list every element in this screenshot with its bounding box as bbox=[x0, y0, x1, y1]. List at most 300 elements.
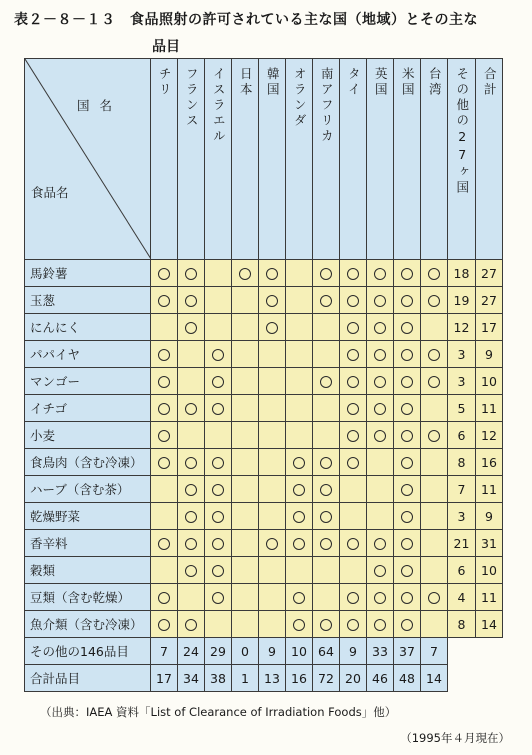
empty-cell bbox=[259, 584, 286, 611]
circle-mark-icon bbox=[401, 619, 413, 631]
summary-row bbox=[25, 638, 503, 665]
permitted-cell bbox=[421, 368, 448, 395]
column-header-label: フランス bbox=[184, 67, 200, 129]
row-label: 小麦 bbox=[25, 422, 151, 449]
table-row bbox=[25, 503, 503, 530]
circle-mark-icon bbox=[212, 592, 224, 604]
total-count: 17 bbox=[476, 314, 503, 341]
other-countries-count: 3 bbox=[448, 341, 476, 368]
permitted-cell bbox=[367, 611, 394, 638]
circle-mark-icon bbox=[185, 484, 197, 496]
circle-mark-icon bbox=[374, 403, 386, 415]
circle-mark-icon bbox=[401, 457, 413, 469]
circle-mark-icon bbox=[374, 268, 386, 280]
circle-mark-icon bbox=[185, 268, 197, 280]
table-row bbox=[25, 260, 503, 287]
column-header bbox=[259, 59, 286, 260]
row-label: 合計品目 bbox=[25, 665, 151, 692]
permitted-cell bbox=[313, 449, 340, 476]
empty-cell bbox=[313, 557, 340, 584]
empty-cell bbox=[286, 341, 313, 368]
circle-mark-icon bbox=[347, 349, 359, 361]
permitted-cell bbox=[421, 341, 448, 368]
summary-row bbox=[25, 665, 503, 692]
permitted-cell bbox=[340, 584, 367, 611]
circle-mark-icon bbox=[347, 592, 359, 604]
empty-cell bbox=[151, 476, 178, 503]
empty-cell bbox=[232, 557, 259, 584]
other-countries-count: 8 bbox=[448, 449, 476, 476]
summary-value: 38 bbox=[205, 665, 232, 692]
permitted-cell bbox=[286, 503, 313, 530]
table-row bbox=[25, 287, 503, 314]
column-header-label: 英国 bbox=[373, 67, 389, 98]
circle-mark-icon bbox=[401, 511, 413, 523]
circle-mark-icon bbox=[212, 376, 224, 388]
permitted-cell bbox=[367, 260, 394, 287]
circle-mark-icon bbox=[266, 322, 278, 334]
total-count: 12 bbox=[476, 422, 503, 449]
permitted-cell bbox=[394, 530, 421, 557]
empty-cell bbox=[151, 503, 178, 530]
permitted-cell bbox=[313, 287, 340, 314]
table-body bbox=[25, 260, 503, 692]
blank-cell bbox=[448, 665, 476, 692]
circle-mark-icon bbox=[374, 295, 386, 307]
total-count: 9 bbox=[476, 503, 503, 530]
total-count: 31 bbox=[476, 530, 503, 557]
empty-cell bbox=[367, 503, 394, 530]
table-row bbox=[25, 422, 503, 449]
corner-country-label: 国名 bbox=[76, 98, 122, 113]
circle-mark-icon bbox=[374, 619, 386, 631]
column-header bbox=[178, 59, 205, 260]
empty-cell bbox=[205, 260, 232, 287]
empty-cell bbox=[286, 287, 313, 314]
circle-mark-icon bbox=[293, 457, 305, 469]
permitted-cell bbox=[340, 314, 367, 341]
column-header bbox=[421, 59, 448, 260]
permitted-cell bbox=[151, 395, 178, 422]
circle-mark-icon bbox=[320, 376, 332, 388]
summary-value: 14 bbox=[421, 665, 448, 692]
empty-cell bbox=[178, 422, 205, 449]
circle-mark-icon bbox=[320, 538, 332, 550]
permitted-cell bbox=[178, 260, 205, 287]
diagonal-line bbox=[25, 59, 151, 259]
permitted-cell bbox=[151, 260, 178, 287]
empty-cell bbox=[340, 503, 367, 530]
permitted-cell bbox=[178, 395, 205, 422]
empty-cell bbox=[232, 611, 259, 638]
permitted-cell bbox=[340, 260, 367, 287]
permitted-cell bbox=[394, 314, 421, 341]
other-countries-count: 19 bbox=[448, 287, 476, 314]
permitted-cell bbox=[367, 584, 394, 611]
circle-mark-icon bbox=[266, 268, 278, 280]
circle-mark-icon bbox=[428, 592, 440, 604]
circle-mark-icon bbox=[293, 511, 305, 523]
circle-mark-icon bbox=[347, 268, 359, 280]
permitted-cell bbox=[394, 422, 421, 449]
summary-value: 29 bbox=[205, 638, 232, 665]
circle-mark-icon bbox=[320, 484, 332, 496]
total-count: 14 bbox=[476, 611, 503, 638]
blank-cell bbox=[476, 638, 503, 665]
circle-mark-icon bbox=[401, 376, 413, 388]
circle-mark-icon bbox=[212, 403, 224, 415]
permitted-cell bbox=[394, 368, 421, 395]
empty-cell bbox=[286, 314, 313, 341]
permitted-cell bbox=[151, 530, 178, 557]
column-header bbox=[151, 59, 178, 260]
circle-mark-icon bbox=[158, 295, 170, 307]
empty-cell bbox=[232, 314, 259, 341]
empty-cell bbox=[421, 530, 448, 557]
summary-value: 20 bbox=[340, 665, 367, 692]
permitted-cell bbox=[367, 368, 394, 395]
empty-cell bbox=[313, 422, 340, 449]
permitted-cell bbox=[367, 422, 394, 449]
table-row bbox=[25, 314, 503, 341]
other-countries-count: 12 bbox=[448, 314, 476, 341]
permitted-cell bbox=[178, 530, 205, 557]
empty-cell bbox=[205, 611, 232, 638]
summary-value: 33 bbox=[367, 638, 394, 665]
empty-cell bbox=[367, 476, 394, 503]
empty-cell bbox=[421, 611, 448, 638]
permitted-cell bbox=[178, 503, 205, 530]
column-header-label: 合計 bbox=[482, 67, 498, 98]
empty-cell bbox=[232, 476, 259, 503]
circle-mark-icon bbox=[185, 619, 197, 631]
row-label: 豆類（含む乾燥） bbox=[25, 584, 151, 611]
summary-value: 7 bbox=[151, 638, 178, 665]
column-header-label: 日本 bbox=[238, 67, 254, 98]
permitted-cell bbox=[340, 287, 367, 314]
summary-value: 17 bbox=[151, 665, 178, 692]
permitted-cell bbox=[394, 341, 421, 368]
row-label: 魚介類（含む冷凍） bbox=[25, 611, 151, 638]
column-header-label: オランダ bbox=[292, 67, 308, 129]
permitted-cell bbox=[313, 368, 340, 395]
circle-mark-icon bbox=[347, 619, 359, 631]
permitted-cell bbox=[232, 260, 259, 287]
source-note: （出典：IAEA 資料「List of Clearance of Irradiation Foods」他） bbox=[40, 705, 397, 719]
circle-mark-icon bbox=[374, 538, 386, 550]
circle-mark-icon bbox=[347, 403, 359, 415]
corner-food-label: 食品名 bbox=[31, 185, 69, 200]
circle-mark-icon bbox=[185, 511, 197, 523]
table-row bbox=[25, 530, 503, 557]
circle-mark-icon bbox=[347, 295, 359, 307]
column-header-label: 米国 bbox=[400, 67, 416, 98]
column-header bbox=[448, 59, 476, 260]
permitted-cell bbox=[394, 503, 421, 530]
column-header-label: 台湾 bbox=[427, 67, 443, 98]
circle-mark-icon bbox=[293, 538, 305, 550]
circle-mark-icon bbox=[401, 565, 413, 577]
total-count: 11 bbox=[476, 395, 503, 422]
circle-mark-icon bbox=[347, 457, 359, 469]
permitted-cell bbox=[421, 584, 448, 611]
summary-value: 46 bbox=[367, 665, 394, 692]
empty-cell bbox=[259, 557, 286, 584]
circle-mark-icon bbox=[401, 538, 413, 550]
permitted-cell bbox=[313, 503, 340, 530]
other-countries-count: 6 bbox=[448, 422, 476, 449]
permitted-cell bbox=[151, 341, 178, 368]
total-count: 11 bbox=[476, 476, 503, 503]
permitted-cell bbox=[394, 395, 421, 422]
permitted-cell bbox=[178, 287, 205, 314]
circle-mark-icon bbox=[428, 430, 440, 442]
empty-cell bbox=[286, 260, 313, 287]
circle-mark-icon bbox=[158, 619, 170, 631]
column-header bbox=[340, 59, 367, 260]
summary-value: 7 bbox=[421, 638, 448, 665]
column-header-label: 韓国 bbox=[265, 67, 281, 98]
empty-cell bbox=[232, 341, 259, 368]
permitted-cell bbox=[205, 368, 232, 395]
empty-cell bbox=[232, 584, 259, 611]
empty-cell bbox=[232, 287, 259, 314]
circle-mark-icon bbox=[293, 619, 305, 631]
column-header bbox=[367, 59, 394, 260]
circle-mark-icon bbox=[401, 295, 413, 307]
permitted-cell bbox=[205, 503, 232, 530]
permitted-cell bbox=[205, 476, 232, 503]
row-label: マンゴー bbox=[25, 368, 151, 395]
empty-cell bbox=[151, 314, 178, 341]
summary-value: 1 bbox=[232, 665, 259, 692]
permitted-cell bbox=[394, 584, 421, 611]
empty-cell bbox=[205, 422, 232, 449]
circle-mark-icon bbox=[428, 268, 440, 280]
circle-mark-icon bbox=[158, 349, 170, 361]
permitted-cell bbox=[340, 395, 367, 422]
total-count: 27 bbox=[476, 287, 503, 314]
other-countries-count: 18 bbox=[448, 260, 476, 287]
circle-mark-icon bbox=[185, 457, 197, 469]
circle-mark-icon bbox=[266, 295, 278, 307]
permitted-cell bbox=[178, 476, 205, 503]
circle-mark-icon bbox=[374, 565, 386, 577]
other-countries-count: 8 bbox=[448, 611, 476, 638]
empty-cell bbox=[205, 314, 232, 341]
irradiation-table bbox=[24, 58, 503, 692]
permitted-cell bbox=[394, 260, 421, 287]
empty-cell bbox=[421, 314, 448, 341]
circle-mark-icon bbox=[347, 538, 359, 550]
row-label: ハーブ（含む茶） bbox=[25, 476, 151, 503]
table-row bbox=[25, 584, 503, 611]
permitted-cell bbox=[205, 341, 232, 368]
empty-cell bbox=[286, 368, 313, 395]
empty-cell bbox=[421, 449, 448, 476]
empty-cell bbox=[340, 557, 367, 584]
row-label: 乾燥野菜 bbox=[25, 503, 151, 530]
empty-cell bbox=[313, 314, 340, 341]
empty-cell bbox=[232, 503, 259, 530]
circle-mark-icon bbox=[401, 349, 413, 361]
table-row bbox=[25, 395, 503, 422]
circle-mark-icon bbox=[401, 484, 413, 496]
circle-mark-icon bbox=[401, 403, 413, 415]
permitted-cell bbox=[259, 530, 286, 557]
empty-cell bbox=[232, 449, 259, 476]
summary-value: 72 bbox=[313, 665, 340, 692]
column-header bbox=[476, 59, 503, 260]
circle-mark-icon bbox=[401, 268, 413, 280]
corner-header bbox=[25, 59, 151, 260]
circle-mark-icon bbox=[212, 538, 224, 550]
table-row bbox=[25, 449, 503, 476]
circle-mark-icon bbox=[158, 457, 170, 469]
column-header bbox=[394, 59, 421, 260]
empty-cell bbox=[259, 368, 286, 395]
circle-mark-icon bbox=[158, 538, 170, 550]
circle-mark-icon bbox=[320, 619, 332, 631]
summary-value: 37 bbox=[394, 638, 421, 665]
permitted-cell bbox=[340, 341, 367, 368]
permitted-cell bbox=[340, 422, 367, 449]
total-count: 9 bbox=[476, 341, 503, 368]
summary-value: 10 bbox=[286, 638, 313, 665]
permitted-cell bbox=[151, 584, 178, 611]
empty-cell bbox=[313, 395, 340, 422]
circle-mark-icon bbox=[347, 430, 359, 442]
permitted-cell bbox=[205, 557, 232, 584]
empty-cell bbox=[259, 476, 286, 503]
row-label: 玉葱 bbox=[25, 287, 151, 314]
permitted-cell bbox=[205, 530, 232, 557]
empty-cell bbox=[421, 395, 448, 422]
circle-mark-icon bbox=[212, 484, 224, 496]
circle-mark-icon bbox=[428, 349, 440, 361]
empty-cell bbox=[286, 422, 313, 449]
circle-mark-icon bbox=[374, 349, 386, 361]
circle-mark-icon bbox=[374, 430, 386, 442]
permitted-cell bbox=[286, 449, 313, 476]
permitted-cell bbox=[340, 449, 367, 476]
column-header-label: 南アフリカ bbox=[319, 67, 335, 145]
circle-mark-icon bbox=[293, 484, 305, 496]
table-title-continued: 品目 bbox=[152, 39, 180, 55]
summary-value: 13 bbox=[259, 665, 286, 692]
row-label: パパイヤ bbox=[25, 341, 151, 368]
empty-cell bbox=[259, 449, 286, 476]
circle-mark-icon bbox=[428, 376, 440, 388]
row-label: イチゴ bbox=[25, 395, 151, 422]
permitted-cell bbox=[259, 314, 286, 341]
permitted-cell bbox=[205, 584, 232, 611]
permitted-cell bbox=[151, 422, 178, 449]
permitted-cell bbox=[151, 449, 178, 476]
table-row bbox=[25, 368, 503, 395]
total-count: 11 bbox=[476, 584, 503, 611]
circle-mark-icon bbox=[158, 592, 170, 604]
permitted-cell bbox=[259, 287, 286, 314]
column-header bbox=[313, 59, 340, 260]
circle-mark-icon bbox=[212, 457, 224, 469]
as-of-date: （1995年４月現在） bbox=[400, 731, 510, 745]
circle-mark-icon bbox=[374, 592, 386, 604]
column-header-label: タイ bbox=[346, 67, 362, 98]
total-count: 10 bbox=[476, 557, 503, 584]
permitted-cell bbox=[340, 611, 367, 638]
empty-cell bbox=[178, 584, 205, 611]
column-header-label: チリ bbox=[157, 67, 173, 98]
empty-cell bbox=[421, 557, 448, 584]
table-row bbox=[25, 557, 503, 584]
circle-mark-icon bbox=[401, 592, 413, 604]
permitted-cell bbox=[313, 260, 340, 287]
empty-cell bbox=[232, 422, 259, 449]
summary-value: 0 bbox=[232, 638, 259, 665]
circle-mark-icon bbox=[266, 538, 278, 550]
circle-mark-icon bbox=[320, 295, 332, 307]
other-countries-count: 3 bbox=[448, 368, 476, 395]
table-title: 表２－８－１３ 食品照射の許可されている主な国（地域）とその主な bbox=[14, 12, 478, 28]
column-header bbox=[232, 59, 259, 260]
summary-value: 64 bbox=[313, 638, 340, 665]
row-label: 香辛料 bbox=[25, 530, 151, 557]
circle-mark-icon bbox=[185, 322, 197, 334]
permitted-cell bbox=[421, 287, 448, 314]
other-countries-count: 6 bbox=[448, 557, 476, 584]
circle-mark-icon bbox=[185, 538, 197, 550]
permitted-cell bbox=[394, 611, 421, 638]
permitted-cell bbox=[178, 449, 205, 476]
circle-mark-icon bbox=[401, 322, 413, 334]
empty-cell bbox=[421, 476, 448, 503]
table-row bbox=[25, 341, 503, 368]
empty-cell bbox=[259, 422, 286, 449]
other-countries-count: 5 bbox=[448, 395, 476, 422]
permitted-cell bbox=[394, 287, 421, 314]
circle-mark-icon bbox=[212, 349, 224, 361]
header-row bbox=[25, 59, 503, 260]
permitted-cell bbox=[421, 260, 448, 287]
other-countries-count: 3 bbox=[448, 503, 476, 530]
permitted-cell bbox=[178, 611, 205, 638]
permitted-cell bbox=[340, 368, 367, 395]
empty-cell bbox=[259, 395, 286, 422]
permitted-cell bbox=[340, 530, 367, 557]
total-count: 10 bbox=[476, 368, 503, 395]
circle-mark-icon bbox=[320, 457, 332, 469]
table-row bbox=[25, 611, 503, 638]
circle-mark-icon bbox=[212, 511, 224, 523]
permitted-cell bbox=[151, 287, 178, 314]
column-header bbox=[205, 59, 232, 260]
row-label: 穀類 bbox=[25, 557, 151, 584]
permitted-cell bbox=[367, 314, 394, 341]
permitted-cell bbox=[313, 611, 340, 638]
blank-cell bbox=[476, 665, 503, 692]
circle-mark-icon bbox=[158, 403, 170, 415]
circle-mark-icon bbox=[185, 565, 197, 577]
permitted-cell bbox=[313, 476, 340, 503]
total-count: 27 bbox=[476, 260, 503, 287]
empty-cell bbox=[232, 395, 259, 422]
empty-cell bbox=[232, 368, 259, 395]
permitted-cell bbox=[205, 449, 232, 476]
empty-cell bbox=[232, 530, 259, 557]
summary-value: 9 bbox=[259, 638, 286, 665]
circle-mark-icon bbox=[158, 430, 170, 442]
